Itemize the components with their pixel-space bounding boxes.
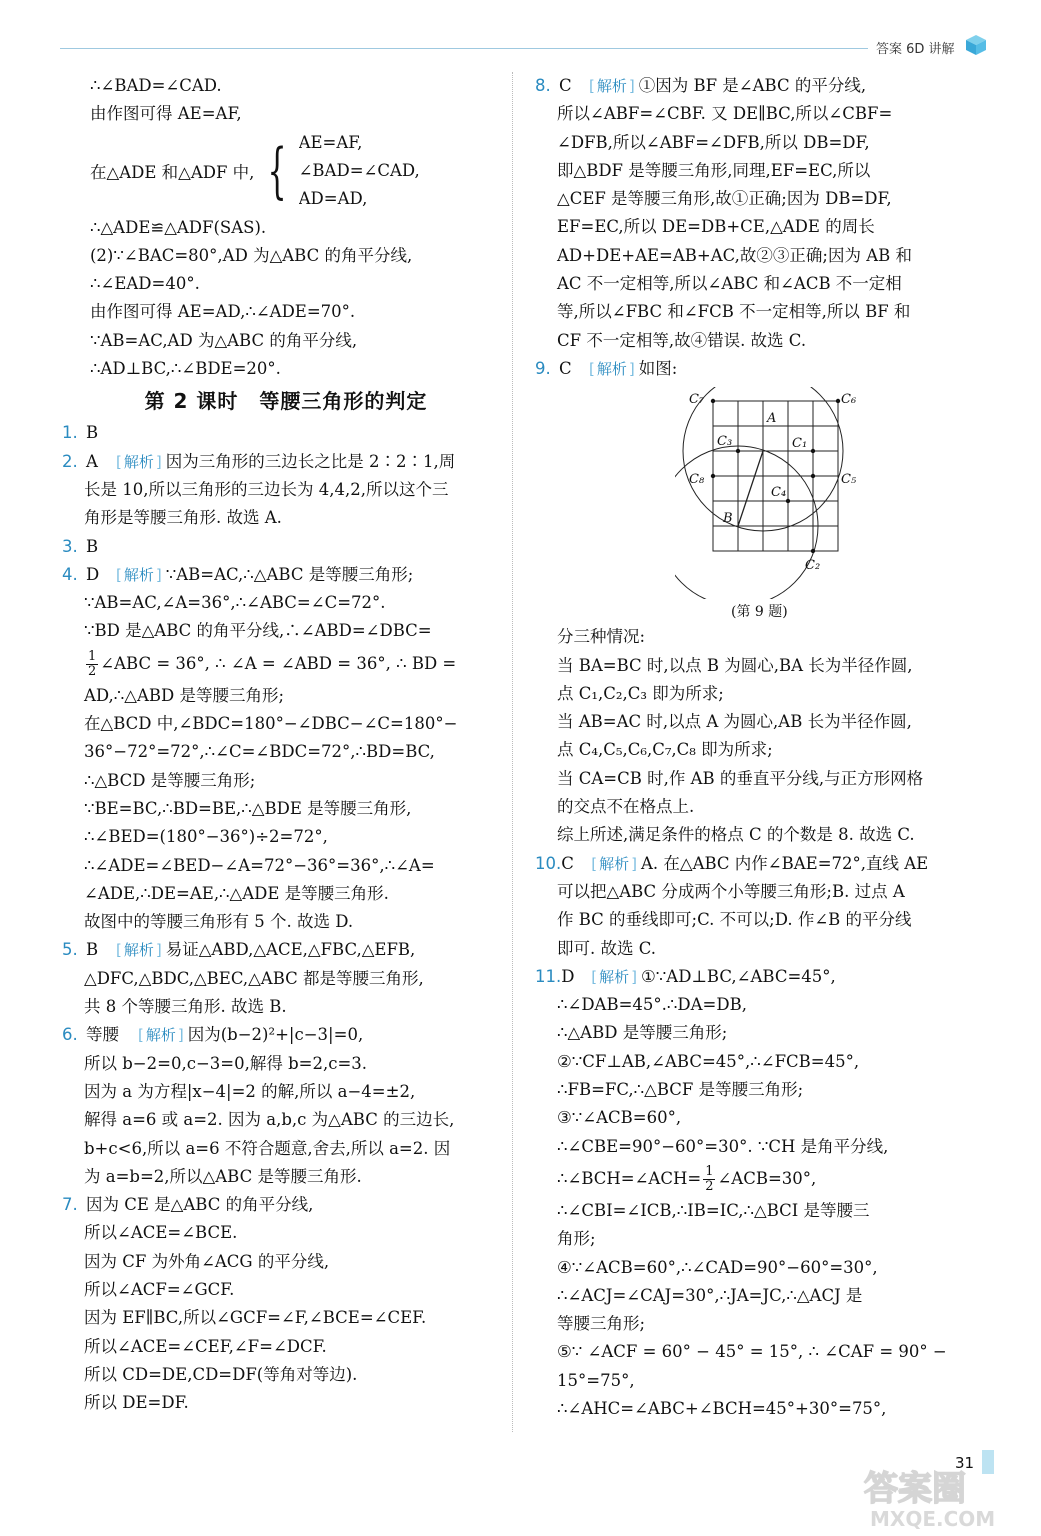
svg-text:答案圈: 答案圈 [864, 1469, 966, 1509]
label-a: A [767, 411, 777, 427]
text-line: AC 不一定相等,所以∠ABC 和∠ACB 不一定相 [557, 274, 902, 294]
text-line: ∴△ABD 是等腰三角形; [557, 1023, 728, 1043]
answer-5 [62, 936, 510, 964]
text-span: ∵AB=AC,∴△ABC 是等腰三角形; [165, 564, 414, 584]
fraction-numerator: 1 [88, 648, 97, 664]
question-number: 4. [62, 564, 78, 584]
text-line: 所以∠ACE=∠CEF,∠F=∠DCF. [84, 1336, 327, 1356]
text-line: AD+DE+AE=AB+AC,故②③正确;因为 AB 和 [557, 245, 913, 265]
question-number: 10. [535, 853, 562, 873]
text-line: 解得 a=6 或 a=2. 因为 a,b,c 为△ABC 的三边长, [84, 1110, 455, 1130]
svg-text:MXQE.COM: MXQE.COM [870, 1507, 996, 1531]
question-number: 7. [62, 1195, 78, 1215]
header-label: 答案 6D 讲解 [876, 42, 955, 57]
text-line: ∴∠ADE=∠BED−∠A=72°−36°=36°,∴∠A= [84, 855, 435, 875]
answer-10 [535, 850, 995, 878]
analysis-tag: [ 解析 ] [112, 453, 166, 471]
label-c7: C₇ [689, 392, 705, 408]
text-span: ∠ACB=30°, [717, 1168, 817, 1188]
watermark-logo [860, 1462, 1035, 1532]
analysis-tag: [ 解析 ] [587, 968, 641, 986]
text-line: b+c<6,所以 a=6 不符合题意,舍去,所以 a=2. 因 [84, 1138, 451, 1158]
text-line: 角形; [557, 1229, 596, 1249]
text-line: AE=AF, [298, 132, 363, 152]
answer-1 [62, 419, 510, 447]
text-line: 即可. 故选 C. [557, 938, 657, 958]
text-line: ∠DFB,所以∠ABF=∠DFB,所以 DB=DF, [557, 132, 870, 152]
answer-choice: C [561, 853, 574, 873]
text-line: ∵BD 是△ABC 的角平分线,∴∠ABD=∠DBC= [84, 621, 432, 641]
answer-choice: D [561, 966, 575, 986]
text-line: 36°−72°=72°,∴∠C=∠BDC=72°,∴BD=BC, [84, 742, 435, 762]
label-c5: C₅ [841, 472, 857, 488]
answer-7 [62, 1191, 510, 1219]
label-c8: C₈ [689, 472, 705, 488]
question-number: 3. [62, 536, 78, 556]
text-line: 所以 CD=DE,CD=DF(等角对等边). [84, 1364, 358, 1384]
answer-6 [62, 1021, 510, 1049]
answer-choice: B [86, 536, 99, 556]
analysis-tag: [ 解析 ] [585, 360, 639, 378]
circle-b [675, 446, 821, 599]
answer-3 [62, 533, 510, 561]
text-line: ∵BE=BC,∴BD=BE,∴△BDE 是等腰三角形, [84, 798, 412, 818]
label-c6: C₆ [841, 392, 857, 408]
text-line: 所以∠ACF=∠GCF. [84, 1279, 235, 1299]
question-number: 2. [62, 451, 78, 471]
text-span: 因为(b−2)²+|c−3|=0, [187, 1025, 364, 1045]
question-number: 6. [62, 1025, 78, 1045]
header-rule [60, 48, 868, 49]
label-c4: C₄ [771, 485, 787, 501]
text-line: 15°=75°, [557, 1370, 635, 1390]
text-line: ∴△ADE≌△ADF(SAS). [90, 217, 267, 237]
text-line: (2)∵∠BAC=80°,AD 为△ABC 的角平分线, [90, 245, 413, 265]
text-line: AD,∴△ABD 是等腰三角形; [84, 685, 285, 705]
text-line-fraction [535, 1161, 995, 1197]
system-of-equations [62, 129, 510, 214]
text-line: 长是 10,所以三角形的三边长为 4,4,2,所以这个三 [84, 479, 449, 499]
figure-caption: (第 9 题) [731, 604, 788, 621]
text-span: ∴∠BCH=∠ACH= [557, 1168, 702, 1188]
question-number: 1. [62, 423, 78, 443]
text-line: 所以∠ABF=∠CBF. 又 DE∥BC,所以∠CBF= [557, 104, 893, 124]
text-line: ∴∠CBI=∠ICB,∴IB=IC,∴△BCI 是等腰三 [557, 1200, 870, 1220]
text-line-fraction [62, 646, 510, 682]
answer-8 [535, 72, 995, 100]
brace-lines [299, 129, 420, 214]
text-span: 因为 CE 是△ABC 的角平分线, [86, 1195, 314, 1215]
fraction [703, 1165, 715, 1194]
cube-icon [965, 34, 987, 56]
analysis-tag: [ 解析 ] [587, 855, 641, 873]
text-line: 点 C₁,C₂,C₃ 即为所求; [557, 683, 724, 703]
fraction-numerator: 1 [705, 1163, 714, 1179]
text-span: ①∵AD⊥BC,∠ABC=45°, [640, 966, 836, 986]
analysis-tag: [ 解析 ] [585, 77, 639, 95]
fraction-denominator: 2 [705, 1178, 714, 1194]
page-number: 31 [955, 1454, 975, 1472]
text-line: 在△BCD 中,∠BDC=180°−∠DBC−∠C=180°− [84, 714, 458, 734]
text-line: 由作图可得 AE=AF, [90, 104, 242, 124]
text-line: 因为 EF∥BC,所以∠GCF=∠F,∠BCE=∠CEF. [84, 1308, 427, 1328]
text-line: 为 a=b=2,所以△ABC 是等腰三角形. [84, 1166, 362, 1186]
text-line: 共 8 个等腰三角形. 故选 B. [84, 997, 287, 1017]
text-line: ∴∠BAD=∠CAD. [90, 76, 222, 95]
answer-11 [535, 963, 995, 991]
text-line: 可以把△ABC 分成两个小等腰三角形;B. 过点 A [557, 881, 905, 901]
text-span: 因为三角形的三边长之比是 2∶2∶1,周 [165, 451, 456, 471]
label-b: B [723, 511, 733, 527]
answer-choice: B [86, 423, 99, 443]
answer-choice: A [86, 451, 98, 471]
text-line: ∴△BCD 是等腰三角形; [84, 770, 256, 790]
text-line: 角形是等腰三角形. 故选 A. [84, 508, 282, 528]
text-span: ∠ABC = 36°, ∴ ∠A = ∠ABD = 36°, ∴ BD = [100, 653, 457, 673]
label-c1: C₁ [792, 436, 808, 452]
text-line: ∴∠ACJ=∠CAJ=30°,∴JA=JC,∴△ACJ 是 [557, 1285, 863, 1305]
text-line: ∠BAD=∠CAD, [298, 160, 420, 180]
column-divider [512, 72, 513, 1432]
question-number: 8. [535, 76, 551, 95]
text-line: ②∵CF⊥AB,∠ABC=45°,∴∠FCB=45°, [557, 1051, 860, 1071]
text-line: AD=AD, [298, 189, 368, 209]
text-span: 如图: [638, 358, 678, 378]
text-line: ∴AD⊥BC,∴∠BDE=20°. [90, 359, 281, 379]
text-line: 因为 a 为方程|x−4|=2 的解,所以 a−4=±2, [84, 1081, 416, 1101]
answer-choice: C [559, 76, 572, 95]
text-line: 当 CA=CB 时,作 AB 的垂直平分线,与正方形网格 [557, 768, 924, 788]
label-c3: C₃ [717, 434, 733, 450]
analysis-tag: [ 解析 ] [112, 941, 166, 959]
answer-choice: C [559, 358, 572, 378]
text-line: ③∵∠ACB=60°, [557, 1108, 682, 1128]
text-line: ⑤∵ ∠ACF = 60° − 45° = 15°, ∴ ∠CAF = 90° − [557, 1342, 947, 1362]
right-column [535, 72, 995, 1423]
text-line: 因为 CF 为外角∠ACG 的平分线, [84, 1251, 330, 1271]
figure-9 [535, 383, 995, 623]
text-line: ∴∠CBE=90°−60°=30°. ∵CH 是角平分线, [557, 1136, 889, 1156]
answer-2 [62, 448, 510, 476]
text-line: 由作图可得 AE=AD,∴∠ADE=70°. [90, 302, 356, 322]
brace-symbol: { [267, 136, 288, 207]
text-line: △DFC,△BDC,△BEC,△ABC 都是等腰三角形, [84, 968, 424, 988]
section-title: 第 2 课时 等腰三角形的判定 [144, 389, 428, 414]
text-line: ∴∠DAB=45°.∴DA=DB, [557, 995, 747, 1015]
text-line: 在△ADE 和△ADF 中, [90, 163, 255, 183]
text-line: 故图中的等腰三角形有 5 个. 故选 D. [84, 912, 354, 932]
answer-choice: D [86, 564, 100, 584]
left-column [62, 72, 510, 1417]
text-line: ∠ADE,∴DE=AE,∴△ADE 是等腰三角形. [84, 883, 389, 903]
analysis-tag: [ 解析 ] [134, 1026, 188, 1044]
text-span: 易证△ABD,△ACE,△FBC,△EFB, [165, 940, 416, 960]
text-span: ①因为 BF 是∠ABC 的平分线, [638, 76, 867, 95]
text-line: 即△BDF 是等腰三角形,同理,EF=EC,所以 [557, 160, 871, 180]
text-line: 作 BC 的垂线即可;C. 不可以;D. 作∠B 的平分线 [557, 910, 912, 930]
text-line: ∴∠BED=(180°−36°)÷2=72°, [84, 827, 328, 847]
question-number: 11. [535, 966, 562, 986]
text-line: EF=EC,所以 DE=DB+CE,△ADE 的周长 [557, 217, 875, 237]
fraction-denominator: 2 [88, 663, 97, 679]
text-line: ④∵∠ACB=60°,∴∠CAD=90°−60°=30°, [557, 1257, 878, 1277]
answer-choice: 等腰 [86, 1025, 119, 1045]
text-line: 的交点不在格点上. [557, 797, 695, 817]
text-line: 等,所以∠FBC 和∠FCB 不一定相等,所以 BF 和 [557, 302, 911, 322]
text-line: 当 AB=AC 时,以点 A 为圆心,AB 长为半径作圆, [557, 712, 912, 732]
text-line: △CEF 是等腰三角形,故①正确;因为 DB=DF, [557, 189, 892, 209]
label-c2: C₂ [805, 558, 821, 574]
text-line: 分三种情况: [557, 627, 646, 647]
text-line: 等腰三角形; [557, 1314, 646, 1334]
text-line: ∴FB=FC,∴△BCF 是等腰三角形; [557, 1080, 804, 1100]
text-line: 综上所述,满足条件的格点 C 的个数是 8. 故选 C. [557, 825, 915, 845]
text-line: ∴∠AHC=∠ABC+∠BCH=45°+30°=75°, [557, 1398, 887, 1418]
grid-circle-diagram [675, 387, 865, 599]
text-line: ∴∠EAD=40°. [90, 274, 200, 294]
text-line: ∵AB=AC,∠A=36°,∴∠ABC=∠C=72°. [84, 593, 386, 613]
text-line: 所以 DE=DF. [84, 1393, 189, 1413]
answer-9 [535, 355, 995, 383]
text-line: 点 C₄,C₅,C₆,C₇,C₈ 即为所求; [557, 740, 773, 760]
answer-choice: B [86, 940, 99, 960]
analysis-tag: [ 解析 ] [112, 566, 166, 584]
text-line: 当 BA=BC 时,以点 B 为圆心,BA 长为半径作圆, [557, 655, 913, 675]
text-line: CF 不一定相等,故④错误. 故选 C. [557, 330, 807, 350]
text-line: 所以 b−2=0,c−3=0,解得 b=2,c=3. [84, 1053, 368, 1073]
answer-4 [62, 561, 510, 589]
text-line: 所以∠ACE=∠BCE. [84, 1223, 238, 1243]
text-line: ∵AB=AC,AD 为△ABC 的角平分线, [90, 330, 358, 350]
fraction [86, 650, 98, 679]
text-span: A. 在△ABC 内作∠BAE=72°,直线 AE [640, 853, 929, 873]
question-number: 5. [62, 940, 78, 960]
question-number: 9. [535, 358, 551, 378]
